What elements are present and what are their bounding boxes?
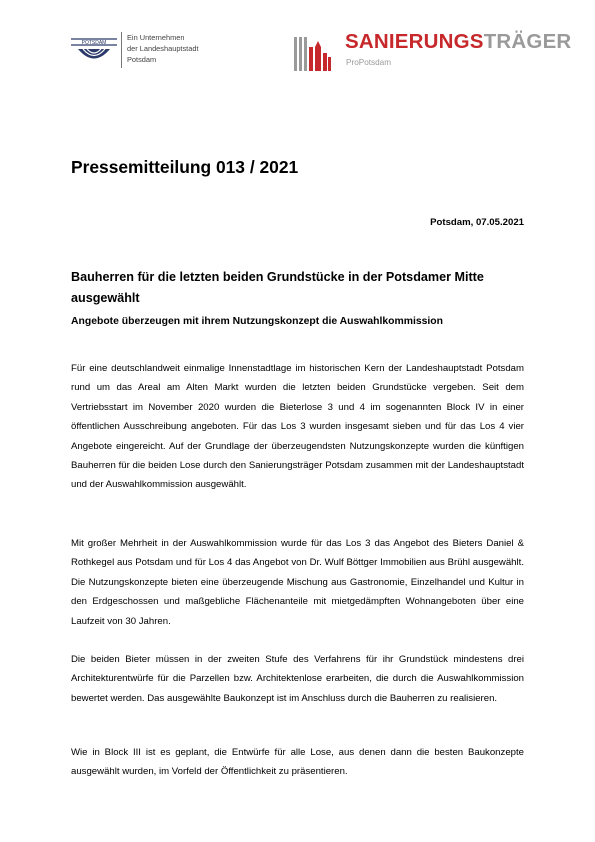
sanierungstraeger-logo-icon (294, 33, 332, 71)
body-paragraph: Für eine deutschlandweit einmalige Innenstadtlage im historischen Kern der Landeshauptstadt Potsdam rund um das Areal am Alten Markt wurden die letzten beiden Grundstücke vergeben. Seit dem Vertriebsstart im November 2020 wurden die Bieterlose 3 und 4 im sogenannten Block IV in einer öffentlichen Ausschreibung angeboten. Für das Los 3 wurden insgesamt sieben und für das Los 4 vier Angebote eingereicht. Auf der Grundlage der überzeugendsten Nutzungskonzepte wurden die künftigen Bauherren für die beiden Lose durch den Sanierungsträger Potsdam zusammen mit der Landeshauptstadt und der Auswahlkommission ausgewählt. (71, 363, 524, 491)
potsdam-tagline (127, 32, 199, 65)
wordmark-red: SANIERUNGS (345, 30, 484, 53)
potsdam-tagline-line: Potsdam (127, 55, 157, 64)
headline: Bauherren für die letzten beiden Grundstücke in der Potsdamer Mitte ausgewählt (71, 270, 484, 305)
subheadline: Angebote überzeugen mit ihrem Nutzungskonzept die Auswahlkommission (71, 316, 443, 327)
potsdam-tagline-line: der Landeshauptstadt (127, 44, 199, 53)
body-paragraph: Die beiden Bieter müssen in der zweiten Stufe des Verfahrens für ihr Grundstück mindestens drei Architekturentwürfe für die Parzellen bzw. Architektenlose erarbeiten, die durch die Auswahlkommission bewertet werden. Das ausgewählte Baukonzept ist im Anschluss durch die Bauherren zu realisieren. (71, 654, 524, 704)
sanierungstraeger-subtitle: ProPotsdam (346, 58, 392, 67)
wordmark-grey: TRÄGER (483, 30, 572, 53)
potsdam-emblem-icon (71, 34, 117, 68)
body-paragraph: Wie in Block III ist es geplant, die Entwürfe für alle Lose, aus denen dann die besten Baukonzepte ausgewählt wurden, im Vorfeld der Öffentlichkeit zu präsentieren. (71, 747, 524, 778)
header-separator (121, 32, 122, 68)
potsdam-tagline-line: Ein Unternehmen (127, 33, 185, 42)
date-line: Potsdam, 07.05.2021 (430, 217, 524, 228)
potsdam-logo-label: POTSDAM (81, 40, 107, 46)
document-title: Pressemitteilung 013 / 2021 (71, 157, 299, 177)
potsdam-logo (71, 34, 117, 68)
sanierungstraeger-wordmark (345, 30, 571, 54)
body-paragraph: Mit großer Mehrheit in der Auswahlkommission wurde für das Los 3 das Angebot des Bieters Daniel & Rothkegel aus Potsdam und für Los 4 das Angebot von Dr. Wulf Böttger Immobilien aus Brühl ausgewählt. Die Nutzungskonzepte bieten eine überzeugende Mischung aus Gastronomie, Einzelhandel und Kultur in den Erdgeschossen und maßgebliche Flächenanteile mit mietgedämpften Wohnangeboten über eine Laufzeit von 30 Jahren. (71, 538, 524, 627)
